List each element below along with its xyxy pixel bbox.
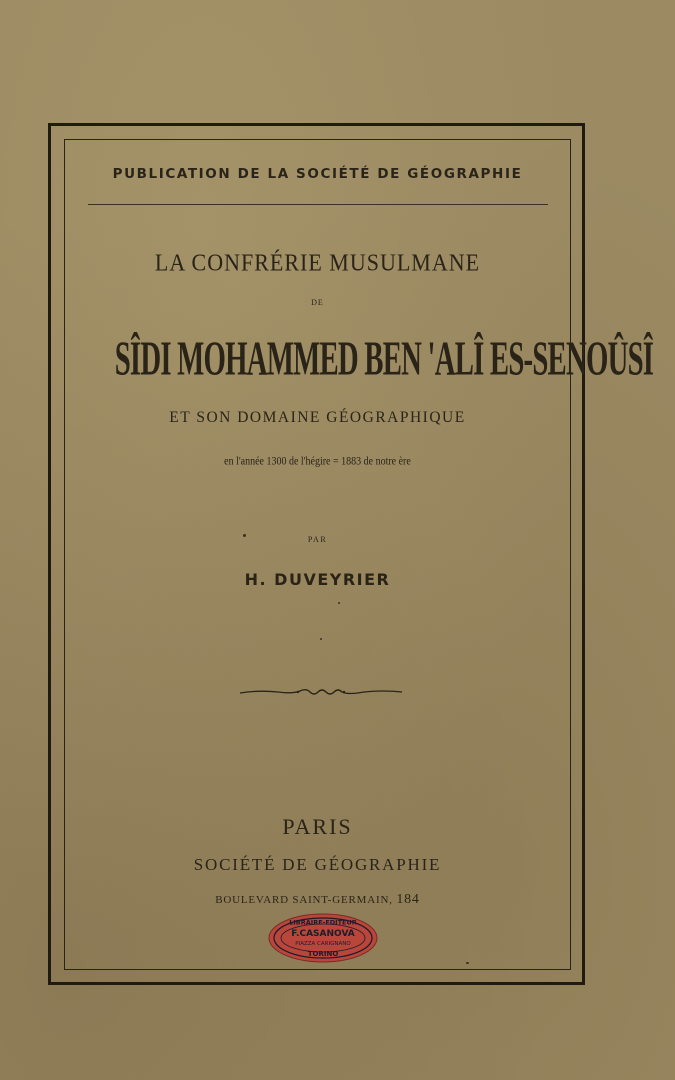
stamp-line4: TORINO xyxy=(307,950,339,958)
title-brotherhood: LA CONFRÉRIE MUSULMANE xyxy=(154,248,481,277)
byline-par: PAR xyxy=(307,535,328,544)
title-de: DE xyxy=(311,298,324,307)
series-heading: PUBLICATION DE LA SOCIÉTÉ DE GÉOGRAPHIE xyxy=(112,166,523,182)
stamp-line2: F.CASANOVA xyxy=(291,929,355,939)
stamp-line1: LIBRAIRE-EDITEUR xyxy=(289,918,357,927)
imprint-street: BOULEVARD SAINT-GERMAIN, xyxy=(215,894,393,906)
header-rule xyxy=(88,204,548,205)
paper-fleck xyxy=(338,602,340,604)
bookseller-stamp xyxy=(267,912,379,964)
paper-fleck xyxy=(243,534,246,537)
imprint-address xyxy=(64,892,571,908)
paper-fleck xyxy=(320,638,322,640)
title-subject: SÎDI MOHAMMED BEN 'ALÎ ES-SENOÛSÎ xyxy=(114,331,654,386)
imprint-publisher: SOCIÉTÉ DE GÉOGRAPHIE xyxy=(193,855,442,874)
author-name: H. DUVEYRIER xyxy=(244,570,391,589)
title-domain: ET SON DOMAINE GÉOGRAPHIQUE xyxy=(169,409,466,426)
imprint-number: 184 xyxy=(396,892,420,907)
ornament-divider-icon xyxy=(238,684,404,700)
title-date-line: en l'année 1300 de l'hégire = 1883 de notre ère xyxy=(224,454,411,469)
stamp-line3: PIAZZA CARIGNANO xyxy=(295,941,351,947)
paper-fleck xyxy=(466,962,469,964)
imprint-city: PARIS xyxy=(282,814,353,839)
